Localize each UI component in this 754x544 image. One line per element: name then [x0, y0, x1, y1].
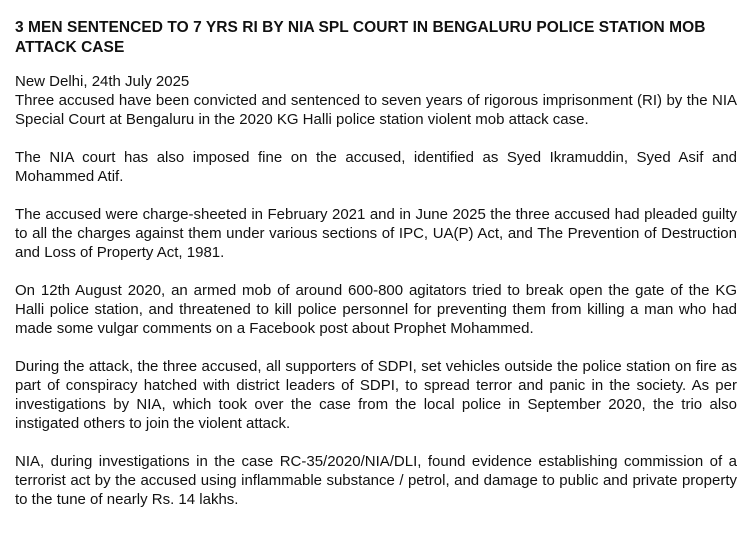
press-release [15, 18, 737, 528]
article-dateline: New Delhi, 24th July 2025 [15, 73, 190, 90]
paragraph-3: The accused were charge-sheeted in February 2021 and in June 2025 the three accused had pleaded guilty to all the charges against them under various sections of IPC, UA(P) Act, and The Prevention of Destruction and Loss of Property Act, 1981. [15, 206, 737, 261]
paragraph-2: The NIA court has also imposed fine on the accused, identified as Syed Ikramuddin, Syed Asif and Mohammed Atif. [15, 149, 737, 185]
paragraph-4: On 12th August 2020, an armed mob of around 600-800 agitators tried to break open the gate of the KG Halli police station, and threatened to kill police personnel for preventing them from killing a man who had made some vulgar comments on a Facebook post about Prophet Mohammed. [15, 282, 737, 337]
paragraph-6: NIA, during investigations in the case RC-35/2020/NIA/DLI, found evidence establishing commission of a terrorist act by the accused using inflammable substance / petrol, and damage to public and private property to the tune of nearly Rs. 14 lakhs. [15, 453, 737, 508]
article-title: 3 MEN SENTENCED TO 7 YRS RI BY NIA SPL COURT IN BENGALURU POLICE STATION MOB ATTACK CASE [15, 19, 706, 56]
paragraph-1: Three accused have been convicted and sentenced to seven years of rigorous imprisonment (RI) by the NIA Special Court at Bengaluru in the 2020 KG Halli police station violent mob attack case. [15, 92, 737, 128]
paragraph-5: During the attack, the three accused, all supporters of SDPI, set vehicles outside the police station on fire as part of conspiracy hatched with district leaders of SDPI, to spread terror and panic in the society. As per investigations by NIA, which took over the case from the local police in September 2020, the trio also instigated others to join the violent attack. [15, 358, 737, 432]
